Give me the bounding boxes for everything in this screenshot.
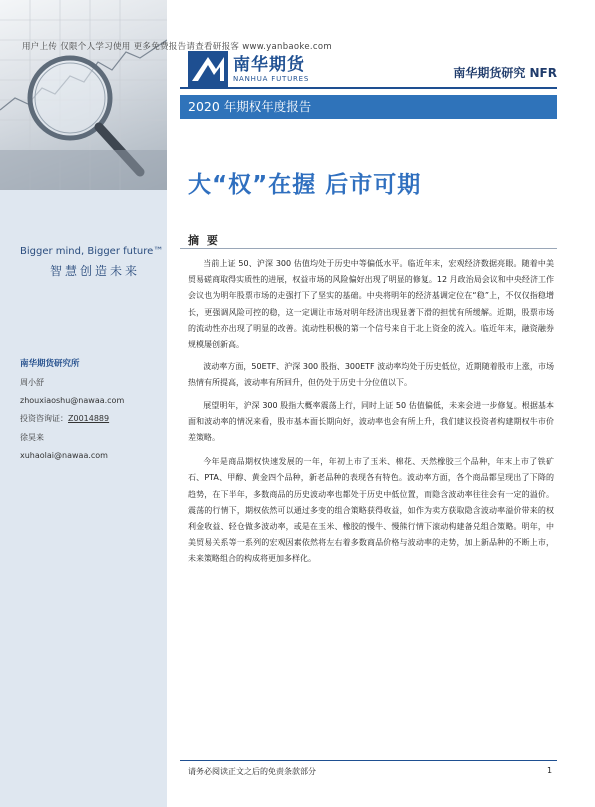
abstract-heading: 摘 要: [188, 234, 220, 247]
sidebar: [0, 0, 167, 807]
slogan-chinese: 智慧创造未来: [50, 264, 141, 278]
paragraph: 展望明年，沪深 300 股指大概率震荡上行，同时上证 50 估值偏低，未来会进一步修复。根据基本面和波动率的情况来看，股市基本面长期向好，波动率也会有所上升，我们建议投资者构建期权牛市价差策略。: [188, 400, 554, 443]
license-label: 投资咨询证：: [20, 414, 68, 423]
header-divider: [180, 87, 557, 89]
footer-disclaimer: 请务必阅读正文之后的免责条款部分: [188, 767, 316, 776]
abstract-divider: [180, 248, 557, 249]
paragraph: 今年是商品期权快速发展的一年，年初上市了玉米、棉花、天然橡胶三个品种，年末上市了铁矿石、PTA、甲醇、黄金四个品种，新老品种的表现各有特色。波动率方面，各个商品都呈现出了下降的趋势，在下半年，多数商品的历史波动率也都处于历史中低位置，而隐含波动率往往会有一定的溢价。震荡的行情下，期权依然可以通过多变的组合策略获得收益，如作为卖方获取隐含波动率溢价带来的权利金收益、轻仓做多波动率，或是在玉米、橡胶的慢牛、慢熊行情下滚动构建备兑组合策略。明年，中美贸易关系等一系列的宏观因素依然将左右着多数商品价格与波动率的走势，加上新品种的不断上市，未来策略组合的构成将更加多样化。: [188, 457, 554, 564]
license-line: [20, 413, 160, 424]
analyst-email: xuhaolai@nawaa.com: [20, 451, 108, 460]
report-title: 大“权”在握 后市可期: [188, 172, 422, 198]
watermark-text: 用户上传 仅限个人学习使用 更多免费报告请查看研报客 www.yanbaoke.com: [22, 42, 332, 52]
logo-english-name: NANHUA FUTURES: [233, 74, 310, 83]
paragraph: 波动率方面，50ETF、沪深 300 股指、300ETF 波动率均处于历史低位，近期随着股市上涨，市场热情有所提高，波动率有所回升，但仍处于历史十分位值以下。: [188, 362, 554, 388]
company-logo: [188, 51, 309, 87]
analyst-email: zhouxiaoshu@nawaa.com: [20, 396, 125, 405]
page-number: 1: [547, 766, 553, 775]
logo-chinese-name: 南华期货: [233, 54, 305, 75]
analyst-name: 周小舒: [20, 378, 44, 387]
magnifier-photo: [0, 0, 167, 190]
report-banner: 2020 年期权年度报告: [180, 95, 557, 119]
analyst-name: 徐昊来: [20, 433, 44, 442]
institution-name: 南华期货研究所: [20, 359, 80, 369]
abstract-body: [188, 256, 554, 574]
footer-divider: [180, 760, 557, 761]
analyst-block: [20, 357, 160, 468]
logo-mark-icon: [188, 51, 228, 87]
slogan-english: Bigger mind, Bigger future™: [20, 246, 164, 257]
license-number: Z0014889: [68, 414, 110, 423]
brand-label: 南华期货研究 NFR: [453, 66, 557, 80]
paragraph: 当前上证 50、沪深 300 估值均处于历史中等偏低水平。临近年末，宏观经济数据亮眼。随着中美贸易磋商取得实质性的进展，权益市场的风险偏好出现了明显的修复。12 月政治局会议和中央经济工作会议也为明年股票市场的走强打下了坚实的基础。中央将明年的经济基调定位在“稳”上，不仅仅指稳增长，更强调风险可控的稳，这一定调让市场对明年经济出现显著下滑的担忧有所缓解。近期，股票市场的流动性亦出现了明显的改善。流动性积极的第一个信号来自于北上资金的流入。临近年末，融资融券规模屡创新高。: [188, 259, 554, 350]
